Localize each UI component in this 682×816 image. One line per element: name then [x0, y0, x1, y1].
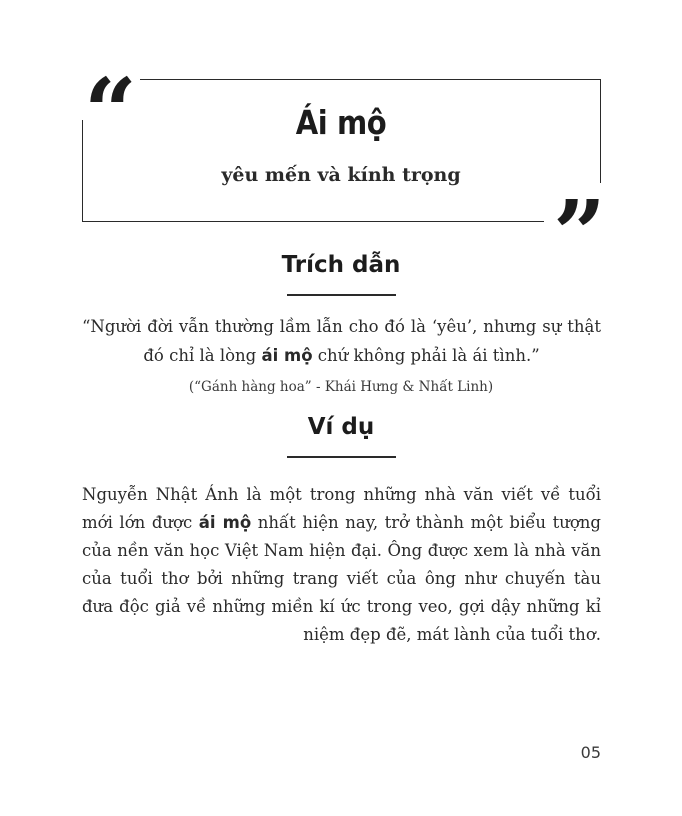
page-number: 05: [580, 743, 601, 762]
quote-section-divider: [287, 294, 396, 296]
example-text: [82, 481, 601, 649]
term-meaning: yêu mến và kính trọng: [221, 164, 461, 186]
example-section-title: Ví dụ: [307, 414, 375, 440]
close-quote-icon: ”: [553, 180, 606, 288]
term-title: Ái mộ: [295, 103, 387, 142]
example-text-start: Nguyễn Nhật Ánh là một trong những nhà văn viết về tuổi mới lớn được: [82, 485, 601, 532]
frame-top-border: [140, 79, 601, 80]
open-quote-icon: “: [84, 58, 137, 166]
quote-section-title: Trích dẫn: [281, 252, 401, 278]
quote-highlight: ái mộ: [261, 346, 313, 365]
frame-bottom-border: [82, 221, 544, 222]
quote-source: (“Gánh hàng hoa” - Khái Hưng & Nhất Linh): [188, 379, 494, 395]
quote-text-start: “Người đời vẫn thường lầm lẫn cho đó là ‘yêu’, nhưng sự thật đó chỉ là lòng: [82, 317, 601, 365]
example-highlight: ái mộ: [198, 513, 252, 532]
example-section-divider: [287, 456, 396, 458]
quote-text: [82, 312, 601, 370]
quote-text-end: chứ không phải là ái tình.”: [312, 346, 540, 365]
example-text-end: nhất hiện nay, trở thành một biểu tượng của nền văn học Việt Nam hiện đại. Ông được xem là nhà văn của tuổi thơ bởi những trang viết của ông như chuyến tàu đưa độc giả về những miền kí ức trong veo, gợi dậy những kỉ niệm đẹp đẽ, mát lành của tuổi thơ.: [82, 513, 601, 644]
